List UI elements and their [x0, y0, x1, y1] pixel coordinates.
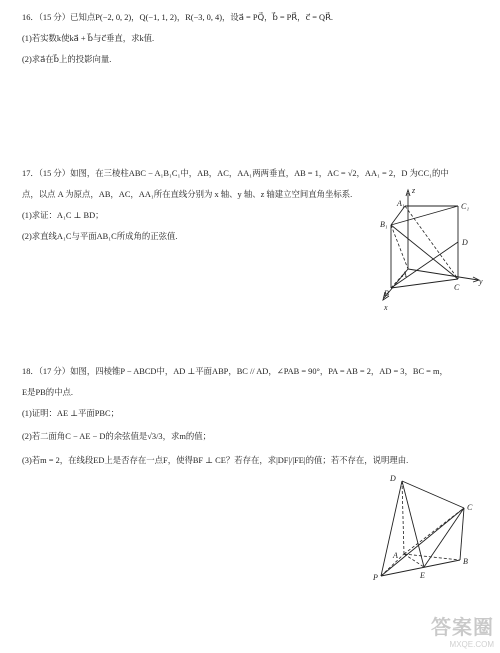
label-b: B	[463, 557, 468, 566]
q16-stem: 16．（15 分）已知点P(−2, 0, 2)，Q(−1, 1, 2)，R(−3, 0, 4)，设a⃗ = PQ⃗，b⃗ = PR⃗，c⃗ = QR⃗.	[22, 13, 334, 22]
edge-a1b1	[391, 206, 405, 225]
q18-part1: (1)证明：AE ⊥平面PBC；	[22, 409, 119, 418]
label-a: A	[402, 270, 407, 279]
label-a1: A₁	[397, 199, 405, 208]
watermark-main: 答案圈	[431, 617, 494, 639]
label-c1: C₁	[461, 202, 470, 211]
edge-bc	[391, 279, 458, 288]
q18-part3: (3)若m = 2，在线段ED上是否存在一点F，使得BF ⊥ CE？若存在，求|DF|/|FE|的值；若不存在，说明理由.	[22, 456, 409, 465]
q17-prism-figure	[378, 184, 488, 312]
label-d: D	[390, 474, 396, 483]
label-a: A	[393, 551, 398, 560]
q17-part1: (1)求证：A₁C ⊥ BD；	[22, 211, 104, 220]
label-d: D	[462, 238, 468, 247]
label-c: C	[454, 283, 460, 292]
watermark-logo	[431, 611, 494, 649]
q16-part1: (1)若实数k使ka⃗ + b⃗与c⃗垂直，求k值.	[22, 34, 155, 43]
label-z: z	[412, 186, 416, 195]
label-e: E	[420, 571, 425, 580]
label-y: y	[479, 277, 483, 286]
label-p: P	[373, 573, 378, 582]
q17-stem-line2: 点，以点 A 为原点，AB，AC，AA₁所在直线分别为 x 轴、y 轴、z 轴建立空间直角坐标系.	[22, 190, 353, 199]
edge-da	[402, 481, 404, 554]
q18-pyramid-figure	[368, 472, 490, 584]
edge-dc	[402, 481, 464, 508]
label-b1: B₁	[380, 220, 388, 229]
q17-stem-line1: 17．（15 分）如图，在三棱柱ABC − A₁B₁C₁中，AB，AC，AA₁两两垂直，AB = 1，AC = √2，AA₁ = 2，D 为CC₁的中	[22, 169, 449, 178]
q16-part2: (2)求a⃗在b⃗上的投影向量.	[22, 55, 112, 64]
label-c: C	[467, 503, 473, 512]
q18-stem-line2: E是PB的中点.	[22, 388, 73, 397]
label-b: B	[384, 289, 389, 298]
edge-cb	[460, 508, 464, 560]
y-axis	[408, 269, 478, 280]
edge-b1c1	[391, 206, 458, 225]
q18-part2: (2)若二面角C − AE − D的余弦值是√3/3，求m的值；	[22, 432, 211, 441]
q18-stem-line1: 18．（17 分）如图，四棱锥P − ABCD中，AD ⊥平面ABP，BC // AD，∠PAB = 90°，PA = AB = 2，AD = 3，BC = m，	[22, 367, 448, 376]
watermark-sub: MXQE.COM	[449, 640, 494, 649]
label-x: x	[384, 303, 388, 312]
q17-part2: (2)求直线A₁C与平面AB₁C所成角的正弦值.	[22, 232, 178, 241]
